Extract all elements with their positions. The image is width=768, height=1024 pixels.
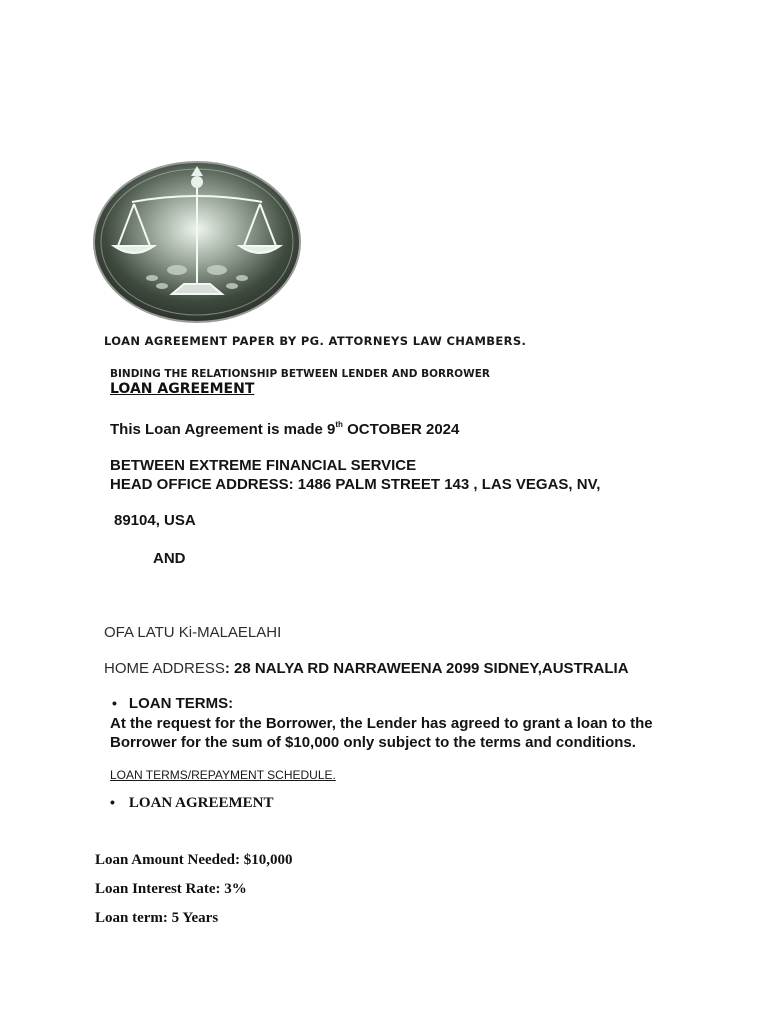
borrower-address-label: HOME ADDRESS (104, 660, 225, 677)
loan-amount-line: Loan Amount Needed: $10,000 (95, 852, 293, 868)
agreement-date-rest: OCTOBER 2024 (342, 421, 460, 438)
agreement-date-prefix: This Loan Agreement is made 9 (110, 421, 336, 438)
lender-address-line: HEAD OFFICE ADDRESS: 1486 PALM STREET 143 , LAS VEGAS, NV, (110, 476, 601, 493)
repayment-schedule-heading: LOAN TERMS/REPAYMENT SCHEDULE. (110, 768, 336, 782)
binding-line: BINDING THE RELATIONSHIP BETWEEN LENDER AND BORROWER (110, 368, 490, 380)
borrower-address-value: : 28 NALYA RD NARRAWEENA 2099 SIDNEY,AUSTRALIA (224, 660, 629, 677)
and-separator: AND (153, 550, 186, 567)
document-title: LOAN AGREEMENT (110, 381, 255, 397)
borrower-name: OFA LATU Ki-MALAELAHI (104, 624, 282, 641)
bullet-marker: • (110, 794, 115, 810)
bullet-marker: • (112, 695, 117, 711)
firm-name-line: LOAN AGREEMENT PAPER BY PG. ATTORNEYS LAW CHAMBERS. (104, 334, 527, 348)
scales-of-justice-seal-icon (92, 160, 302, 324)
loan-agreement-bullet (110, 794, 274, 812)
loan-agreement-bullet-text: LOAN AGREEMENT (128, 795, 274, 811)
loan-terms-heading-text: LOAN TERMS: (128, 695, 234, 712)
law-chambers-seal (92, 160, 302, 324)
lender-name-line: BETWEEN EXTREME FINANCIAL SERVICE (110, 457, 417, 474)
lender-zip-line: 89104, USA (114, 512, 196, 529)
agreement-date-line (110, 421, 459, 438)
loan-terms-heading (112, 695, 233, 712)
loan-terms-body: At the request for the Borrower, the Lender has agreed to grant a loan to the Borrower for the sum of $10,000 only subject to the terms and conditions. (110, 715, 653, 751)
loan-rate-line: Loan Interest Rate: 3% (95, 881, 247, 897)
borrower-address-line (104, 660, 629, 677)
date-ordinal-suffix: th (335, 420, 343, 429)
loan-term-line: Loan term: 5 Years (95, 910, 219, 926)
